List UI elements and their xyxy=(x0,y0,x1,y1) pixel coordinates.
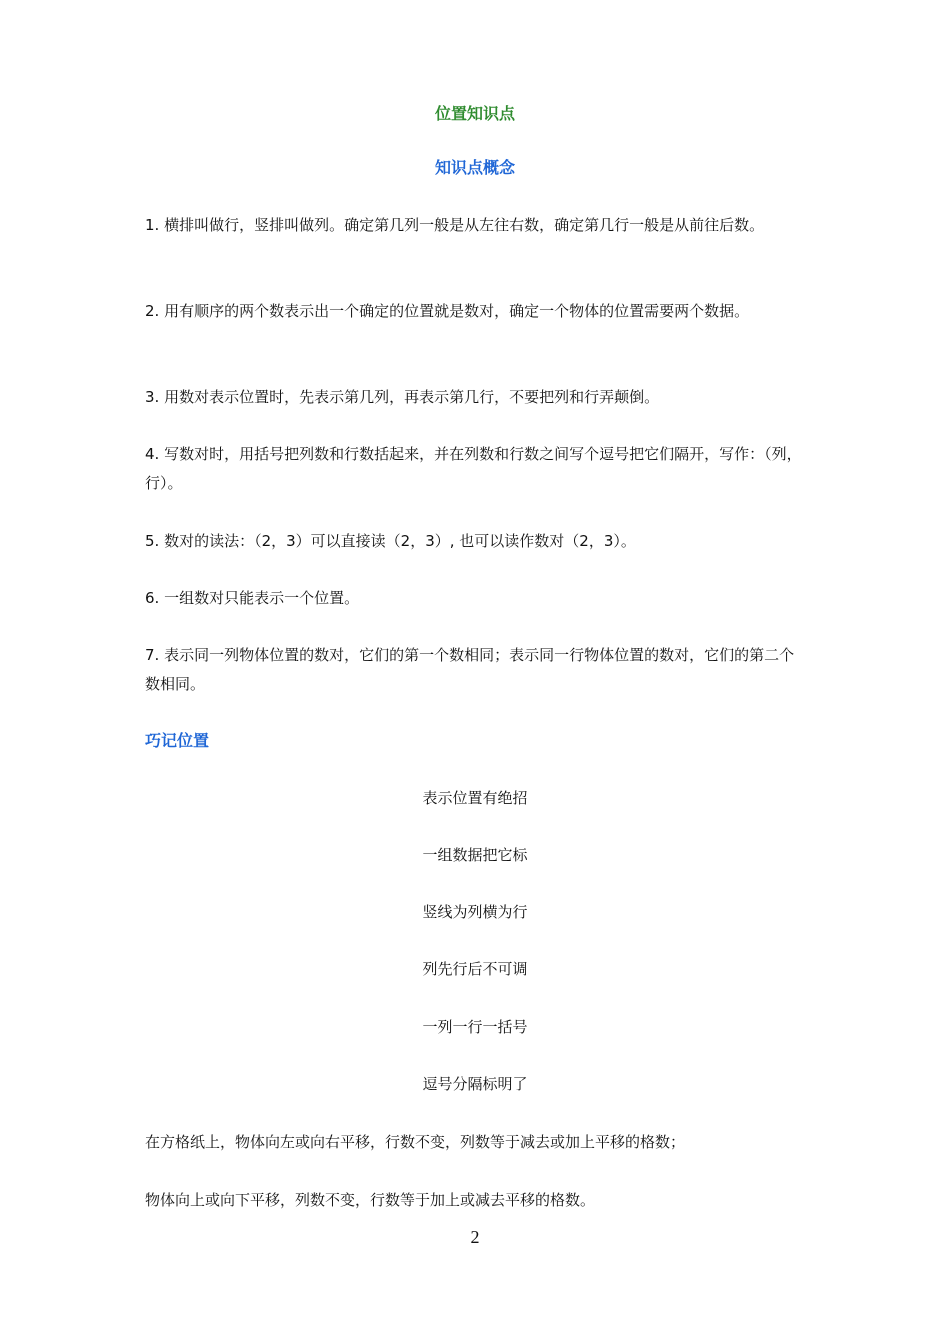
section-subtitle: 知识点概念 xyxy=(434,158,515,177)
concept-item-1: 1. 横排叫做行，竖排叫做列。确定第几列一般是从左往右数，确定第几行一般是从前往后数。 xyxy=(145,216,765,234)
mnemonic-line-2: 一组数据把它标 xyxy=(422,846,528,864)
mnemonic-line-5: 一列一行一括号 xyxy=(422,1018,528,1036)
document-title: 位置知识点 xyxy=(434,104,515,123)
concept-item-5: 5. 数对的读法：（2，3）可以直接读（2，3）, 也可以读作数对（2，3）。 xyxy=(145,532,636,550)
concept-item-3: 3. 用数对表示位置时，先表示第几列，再表示第几行，不要把列和行弄颠倒。 xyxy=(145,388,660,406)
mnemonic-line-4: 列先行后不可调 xyxy=(422,960,528,978)
concept-item-4: 4. 写数对时，用括号把列数和行数括起来，并在列数和行数之间写个逗号把它们隔开，写作：（列，行）。 xyxy=(145,445,802,492)
concept-item-2: 2. 用有顺序的两个数表示出一个确定的位置就是数对，确定一个物体的位置需要两个数据。 xyxy=(145,302,750,320)
mnemonic-line-3: 竖线为列横为行 xyxy=(422,903,528,921)
translation-note-2: 物体向上或向下平移，列数不变，行数等于加上或减去平移的格数。 xyxy=(145,1191,596,1209)
mnemonic-line-1: 表示位置有绝招 xyxy=(422,789,528,807)
mnemonic-line-6: 逗号分隔标明了 xyxy=(422,1075,528,1093)
page-number: 2 xyxy=(470,1227,480,1247)
concept-item-7: 7. 表示同一列物体位置的数对，它们的第一个数相同；表示同一行物体位置的数对，它们的第二个数相同。 xyxy=(145,646,795,693)
mnemonic-heading: 巧记位置 xyxy=(145,731,210,750)
translation-note-1: 在方格纸上，物体向左或向右平移，行数不变，列数等于减去或加上平移的格数； xyxy=(145,1133,686,1151)
concept-item-6: 6. 一组数对只能表示一个位置。 xyxy=(145,589,360,607)
